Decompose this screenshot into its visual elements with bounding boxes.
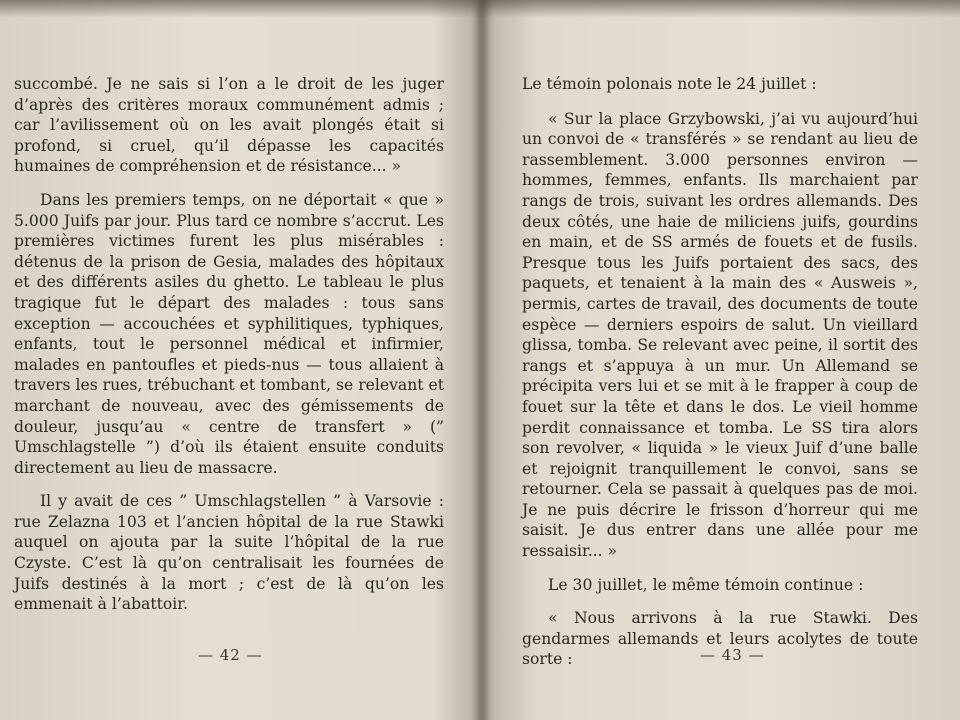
left-paragraph-2: Dans les premiers temps, on ne déportait « que » 5.000 Juifs par jour. Plus tard ce nombre s’accrut. Les premières victimes furent les plus misérables : détenus de la prison de Gesia, malades des hôpitaux et des différents asiles du ghetto. Le tableau le plus tragique fut le départ des malades : tous sans exception — accouchées et syphilitiques, typhiques, enfants, tout le personnel médical et infirmier, malades en pantoufles et pieds-nus — tous allaient à travers les rues, trébuchant et tombant, se relevant et marchant de nouveau, avec des gémissements de douleur, jusqu’au « centre de transfert » (” Umschlagstelle ”) d’où ils étaient ensuite conduits directement au lieu de massacre.: [14, 190, 444, 477]
right-paragraph-1: « Sur la place Grzybowski, j’ai vu aujourd’hui un convoi de « transférés » se rendant au lieu de rassemblement. 3.000 personnes environ — hommes, femmes, enfants. Ils marchaient par rangs de trois, suivant les ordres allemands. Des deux côtés, une haie de miliciens juifs, gourdins en main, et de SS armés de fouets et de fusils. Presque tous les Juifs portaient des sacs, des paquets, et tenaient à la main des « Ausweis », permis, cartes de travail, des documents de toute espèce — derniers espoirs de salut. Un vieillard glissa, tomba. Se relevant avec peine, il sortit des rangs et s’appuya à un mur. Un Allemand se précipita vers lui et se mit à le frapper à coup de fouet sur la tête et dans le dos. Le vieil homme perdit connaissance et tomba. Le SS tira alors son revolver, « liquida » le vieux Juif d’une balle et rejoignit tranquillement le convoi, sans se retourner. Cela se passait à quelques pas de moi. Je ne puis décrire le frisson d’horreur qui me saisit. Je dus entrer dans une allée pour me ressaisir... »: [522, 109, 918, 561]
left-paragraph-3: Il y avait de ces ” Umschlagstellen ” à Varsovie : rue Zelazna 103 et l’ancien hôpital de la rue Stawki auquel on ajouta par la suite l’hôpital de la rue Czyste. C’est là qu’on centralisait les fournées de Juifs destinés à la mort ; c’est de là qu’on les emmenait à l’abattoir.: [14, 492, 444, 614]
book-spine: [471, 0, 489, 720]
right-paragraph-2: Le 30 juillet, le même témoin continue :: [548, 575, 864, 594]
right-page-number: — 43 —: [700, 646, 765, 664]
right-page: [522, 74, 918, 683]
left-paragraph-1: succombé. Je ne sais si l’on a le droit de les juger d’après des critères moraux communément admis ; car l’avilissement où on les avait plongés était si profond, si cruel, qu’il dépasse les capacités humaines de compréhension et de résistance... »: [14, 75, 444, 176]
left-page-number: — 42 —: [198, 646, 263, 664]
right-heading: Le témoin polonais note le 24 juillet :: [522, 75, 817, 93]
right-paragraph-3: « Nous arrivons à la rue Stawki. Des gendarmes allemands et leurs acolytes de toute sorte :: [522, 609, 918, 669]
left-page: [14, 74, 444, 628]
